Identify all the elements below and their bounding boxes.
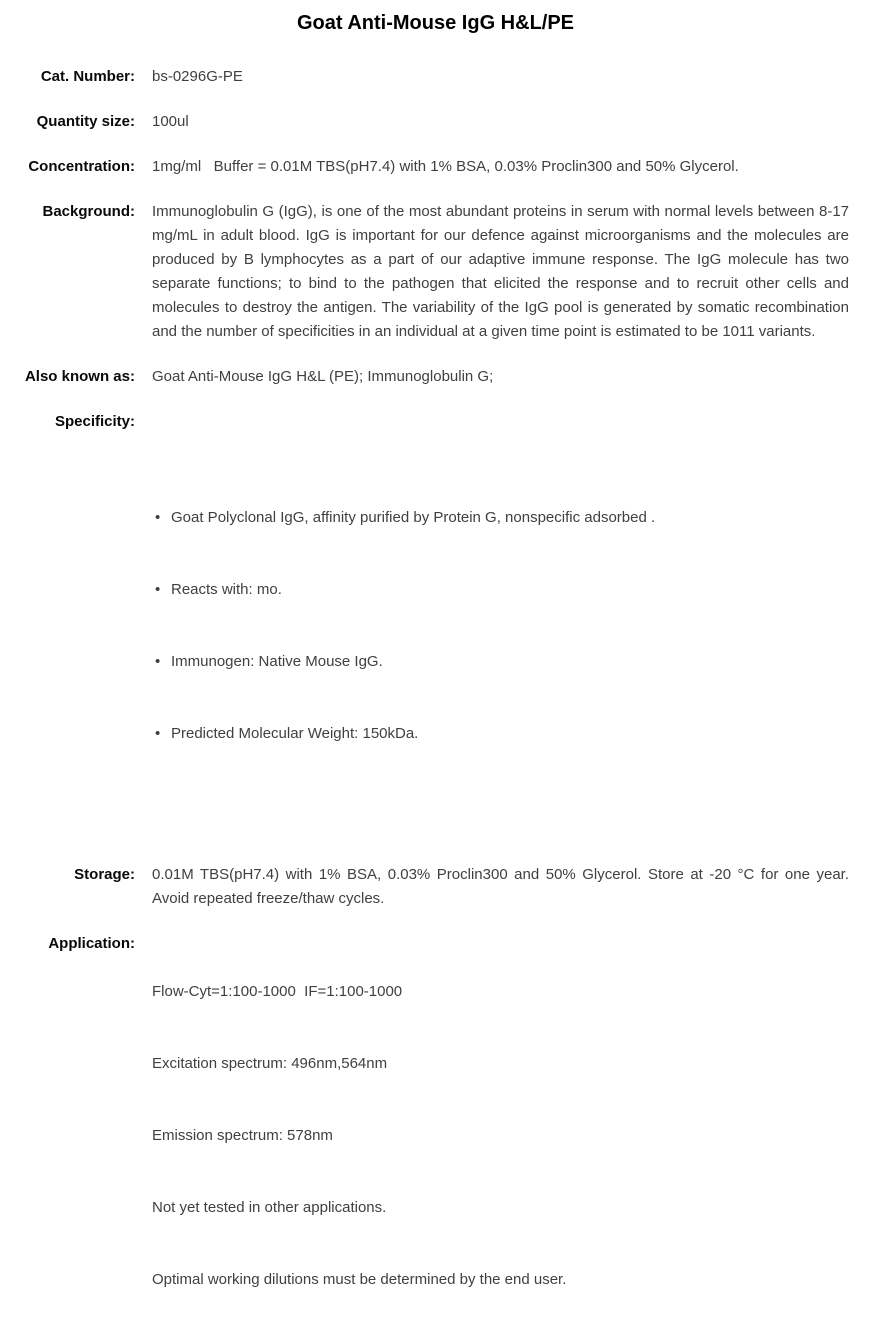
field-row-quantity-size	[0, 110, 871, 134]
field-row-cat-number	[0, 65, 871, 89]
field-label-concentration: Concentration:	[28, 158, 135, 175]
field-value-quantity-size: 100ul	[152, 113, 189, 130]
field-value-cat-number: bs-0296G-PE	[152, 68, 243, 85]
specificity-bullet: • Predicted Molecular Weight: 150kDa.	[152, 722, 849, 746]
product-title: Goat Anti-Mouse IgG H&L/PE	[296, 12, 575, 34]
specificity-bullet: • Immunogen: Native Mouse IgG.	[152, 650, 849, 674]
field-row-application	[0, 932, 871, 1340]
specificity-bullet: • Goat Polyclonal IgG, affinity purified by Protein G, nonspecific adsorbed .	[152, 506, 849, 530]
application-line: Excitation spectrum: 496nm,564nm	[152, 1055, 388, 1072]
field-value-application	[152, 932, 849, 1340]
field-row-concentration	[0, 155, 871, 179]
field-label-cat-number: Cat. Number:	[40, 68, 135, 85]
specificity-bullet: • Reacts with: mo.	[152, 578, 849, 602]
application-line: Flow-Cyt=1:100-1000 IF=1:100-1000	[152, 983, 403, 1000]
field-label-specificity: Specificity:	[54, 413, 135, 430]
field-label-application: Application:	[48, 935, 135, 952]
field-label-also-known-as: Also known as:	[24, 368, 135, 385]
field-value-storage: 0.01M TBS(pH7.4) with 1% BSA, 0.03% Proclin300 and 50% Glycerol. Store at -20 °C for one year. Avoid repeated freeze/thaw cycles.	[152, 866, 849, 907]
field-label-quantity-size: Quantity size:	[36, 113, 135, 130]
specificity-list	[152, 458, 849, 794]
field-row-storage	[0, 863, 871, 911]
application-line: Optimal working dilutions must be determined by the end user.	[152, 1271, 567, 1288]
field-value-also-known-as: Goat Anti-Mouse IgG H&L (PE); Immunoglobulin G;	[152, 368, 494, 385]
application-line: Emission spectrum: 578nm	[152, 1127, 333, 1144]
field-row-also-known-as	[0, 365, 871, 389]
field-row-specificity	[0, 410, 871, 842]
field-label-background: Background:	[42, 203, 135, 220]
field-value-concentration: 1mg/ml Buffer = 0.01M TBS(pH7.4) with 1% BSA, 0.03% Proclin300 and 50% Glycerol.	[152, 158, 739, 175]
field-row-background	[0, 200, 871, 344]
field-value-specificity	[152, 410, 849, 842]
application-line: Not yet tested in other applications.	[152, 1199, 387, 1216]
field-value-background: Immunoglobulin G (IgG), is one of the most abundant proteins in serum with normal levels between 8-17 mg/mL in adult blood. IgG is important for our defence against microorganisms and the molecules are produced by B lymphocytes as a part of our adaptive immune response. The IgG molecule has two separate functions; to bind to the pathogen that elicited the response and to recruit other cells and molecules to destroy the antigen. The variability of the IgG pool is generated by somatic recombination and the number of specificities in an individual at a given time point is estimated to be 1011 variants.	[152, 203, 849, 340]
field-label-storage: Storage:	[74, 866, 135, 883]
